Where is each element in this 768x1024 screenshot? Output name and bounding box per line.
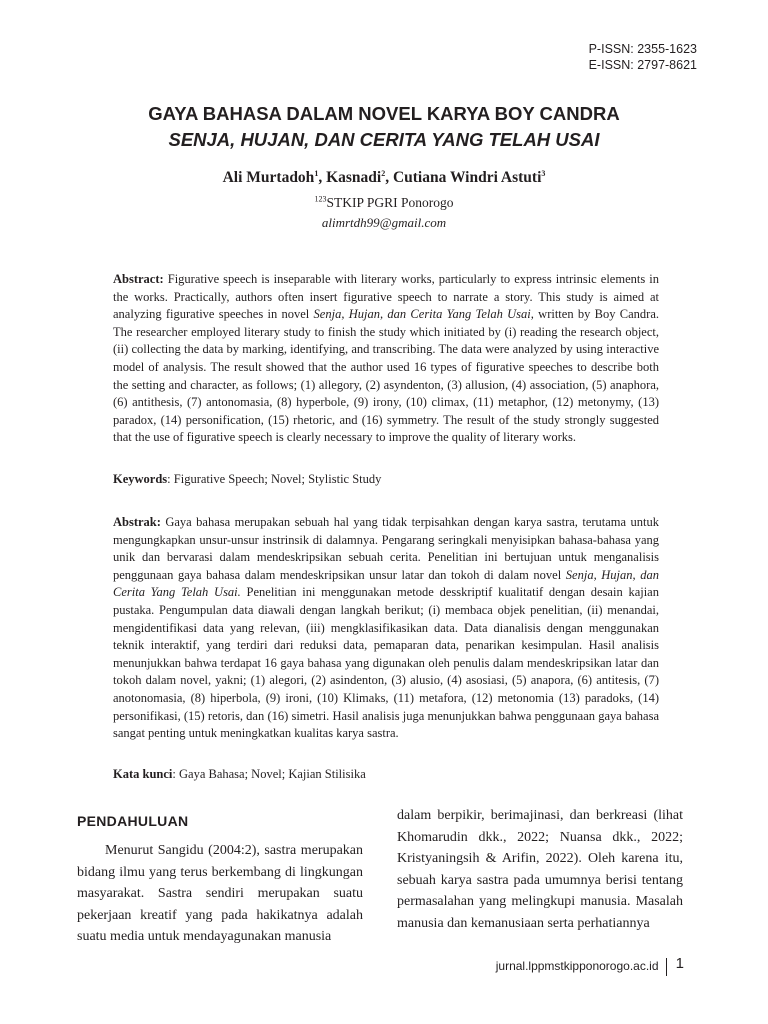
author-2-sup: 2 (381, 168, 386, 178)
body-column-right (397, 805, 683, 934)
p-issn: P-ISSN: 2355-1623 (588, 42, 697, 56)
body-paragraph-right: dalam berpikir, berimajinasi, dan berkreasi (lihat Khomarudin dkk., 2022; Nuansa dkk., 2022; Kristyaningsih & Arifin, 2022). Oleh karena itu, sebuah karya sastra pada umumnya berisi tentang permasalahan yang melingkupi manusia. Masalah manusia dan kemanusiaan serta perhatiannya (397, 808, 683, 931)
abstrak-label: Abstrak: (113, 515, 161, 529)
footer (496, 958, 672, 976)
author-list (0, 169, 768, 187)
abstract-novel-title: Senja, Hujan, dan Cerita Yang Telah Usai, (313, 307, 534, 322)
body-column-left (77, 840, 363, 948)
footer-divider (666, 958, 668, 976)
body-paragraph-left: Menurut Sangidu (2004:2), sastra merupakan bidang ilmu yang terus berkembang di lingkungan masyarakat. Sastra sendiri merupakan suatu pekerjaan kreatif yang pada hakikatnya adalah suatu media untuk mendayagunakan manusia (77, 843, 363, 944)
kata-kunci-text: : Gaya Bahasa; Novel; Kajian Stilisika (172, 767, 366, 781)
author-3: , Cutiana Windri Astuti (385, 169, 542, 186)
abstract-text-1: Figurative speech is inseparable with literary works, particularly to express intrinsic elements in the works. Practically, authors often insert figurative speech to narrate a story. This study is aimed at analyzing figurative speeches in novel (113, 272, 659, 322)
affiliation (0, 193, 768, 233)
abstract-english (113, 271, 659, 447)
abstract-label: Abstract: (113, 272, 164, 286)
affiliation-name: STKIP PGRI Ponorogo (326, 195, 454, 210)
title-line-1: GAYA BAHASA DALAM NOVEL KARYA BOY CANDRA (148, 103, 620, 124)
issn-block (589, 41, 697, 73)
affiliation-sup: 123 (314, 194, 327, 204)
abstrak-text-1: Gaya bahasa merupakan sebuah hal yang tidak terpisahkan dengan karya sastra, terutama untuk mengungkapkan unsur-unsur instrinsik di dalamnya. Pengarang seringkali menyisipkan bahasa-bahasa yang unik dan bervarasi dalam mendeskripsikan sebuah cerita. Penelitian ini bertujuan untuk menganalisis penggunaan gaya bahasa dalam mendeskripsikan unsur latar dan tokoh di dalam novel (113, 515, 659, 582)
abstrak-text-2: Penelitian ini menggunakan metode desskriptif kualitatif dengan desain kajian pustaka. Pengumpulan data diawali dengan langkah berikut; (i) membaca objek penelitian, (ii) menandai, mengidentifikasi data yang relevan, (iii) mengklasifikasikan data. Data dianalisis dengan menggunakan teknik interaktif, yang terdiri dari reduksi data, pemaparan data, penarikan kesimpulan. Hasil analisis menunjukkan bahwa terdapat 16 gaya bahasa yang digunakan oleh penulis dalam mendeskripsikan latar dan tokoh dalam novel, yakni; (1) alegori, (2) asindenton, (3) alusio, (4) asosiasi, (5) anapora, (6) antitesis, (7) anotonomasia, (8) hiperbola, (9) ironi, (10) Klimaks, (11) metafora, (12) metonomia (13) paradoks, (14) personifikasi, (15) retoris, dan (16) simetri. Hasil analisis juga menunjukkan bahwa penggunaan gaya bahasa sangat penting untuk meningkatkan kualitas karya sastra. (113, 585, 659, 741)
author-3-sup: 3 (541, 168, 546, 178)
author-2: , Kasnadi (318, 169, 382, 186)
title-line-2: SENJA, HUJAN, DAN CERITA YANG TELAH USAI (168, 129, 600, 150)
paper-title (0, 101, 768, 153)
section-heading: PENDAHULUAN (77, 813, 189, 829)
e-issn: E-ISSN: 2797-8621 (588, 58, 697, 72)
keywords-text: : Figurative Speech; Novel; Stylistic Study (167, 472, 382, 486)
keywords-indonesian (113, 766, 659, 783)
keywords-label: Keywords (113, 472, 168, 486)
author-email: alimrtdh99@gmail.com (321, 215, 447, 230)
journal-url: jurnal.lppmstkipponorogo.ac.id (495, 959, 659, 974)
author-1: Ali Murtadoh (222, 169, 315, 186)
abstrak-novel-title: Senja, Hujan, dan Cerita Yang Telah Usai. (113, 567, 659, 600)
abstract-indonesian (113, 514, 659, 743)
author-1-sup: 1 (314, 168, 319, 178)
page-number: 1 (675, 955, 684, 972)
keywords-english (113, 471, 659, 488)
kata-kunci-label: Kata kunci (113, 767, 173, 781)
abstract-text-2: written by Boy Candra. The researcher employed literary study to finish the study which initiated by (i) reading the research object, (ii) collecting the data by marking, identifying, and transcribing. The data were analyzed by using interactive model of analysis. The result showed that the author used 16 types of figurative speeches to describe both the setting and character, as follows; (1) allegory, (2) asyndenton, (3) allusion, (4) association, (5) anaphora, (6) antithesis, (7) antonomasia, (8) hyperbole, (9) irony, (10) climax, (11) metaphor, (12) metonymy, (13) paradox, (14) personification, (15) rhetoric, and (16) symmetry. The result of the study strongly suggested that the use of figurative speech is clearly necessary to improve the quality of literary works. (113, 307, 659, 445)
